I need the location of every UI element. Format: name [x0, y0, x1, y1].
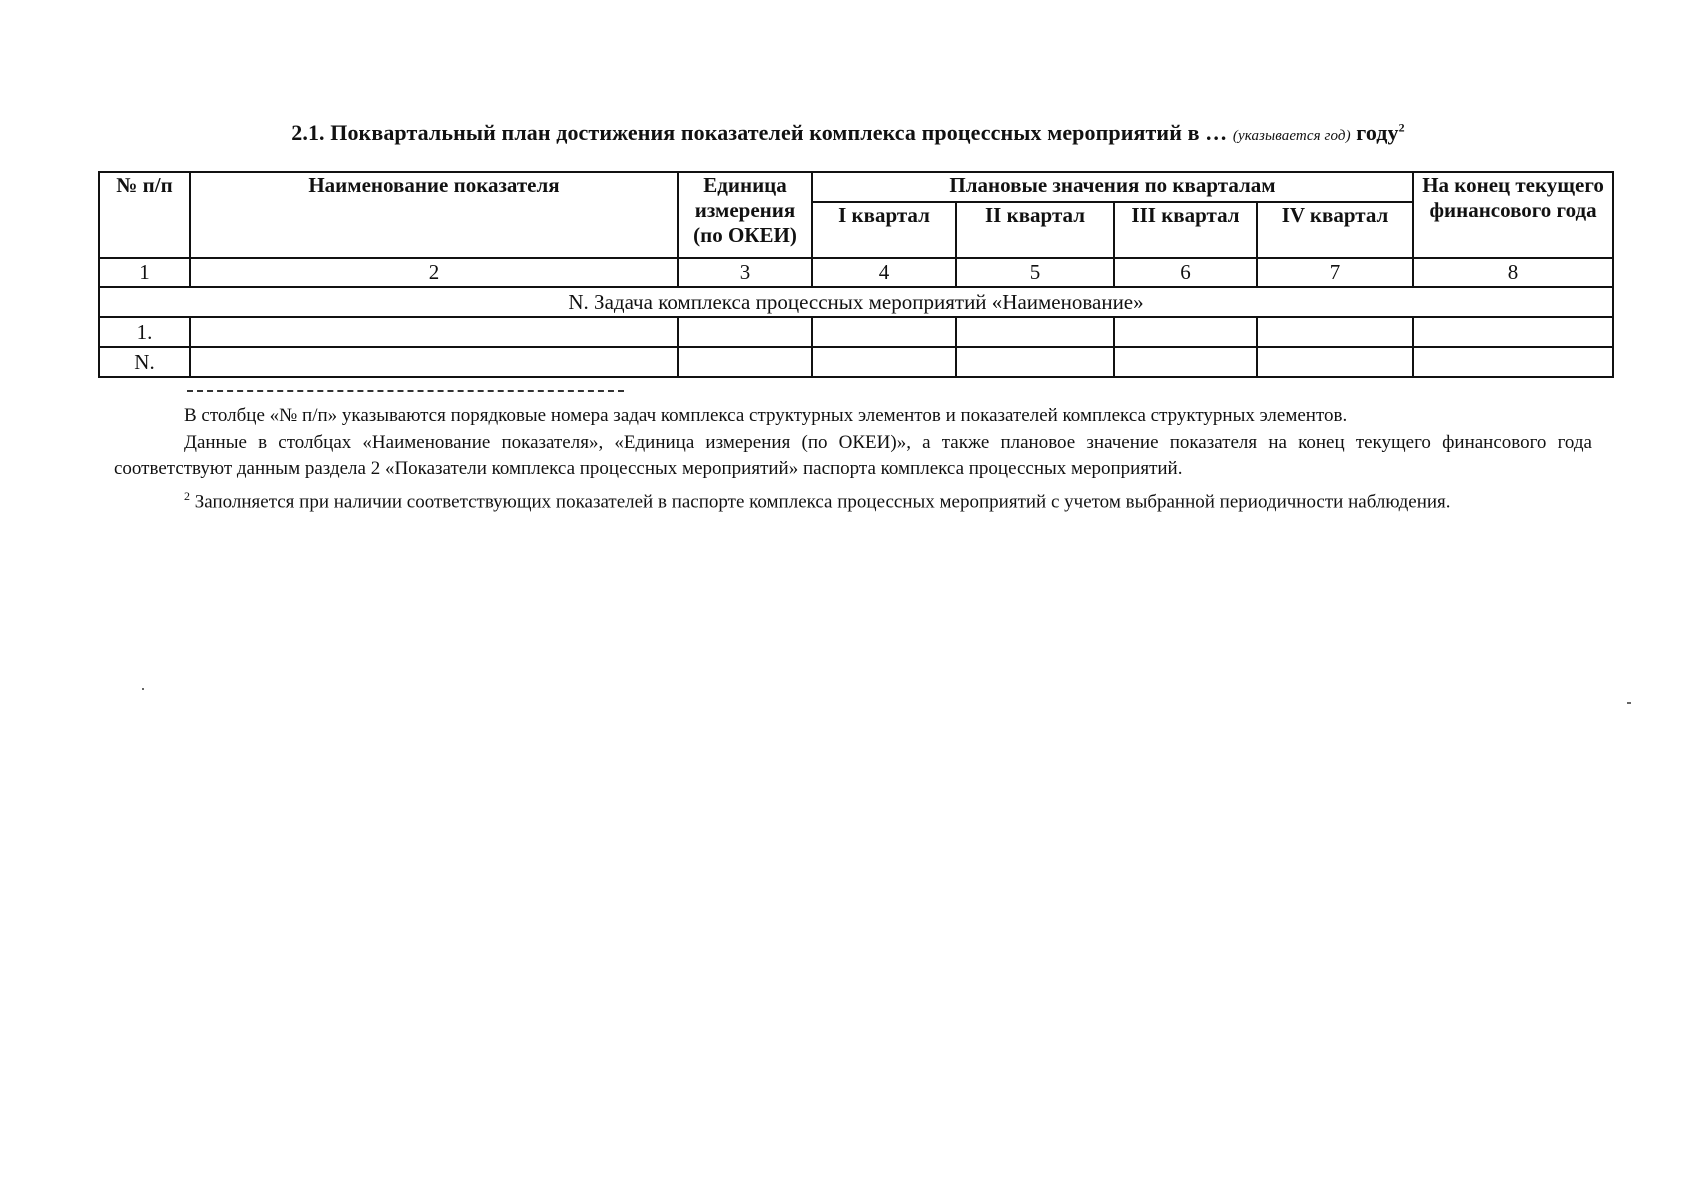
title-note: (указывается год) — [1232, 128, 1351, 144]
table-row — [99, 317, 1613, 347]
header-unit: Единица измерения (по ОКЕИ) — [678, 172, 812, 258]
row-cell — [190, 347, 678, 377]
row-cell — [812, 347, 956, 377]
row-cell — [1114, 317, 1257, 347]
title-footnote-mark: 2 — [1398, 120, 1405, 135]
plan-table — [98, 171, 1614, 378]
column-number-1: 1 — [99, 258, 190, 287]
header-q4: IV квартал — [1257, 202, 1413, 258]
footnote-text: Заполняется при наличии соответствующих показателей в паспорте комплекса процессных мероприятий с учетом выбранной периодичности наблюдения. — [190, 490, 1451, 512]
row-cell — [956, 347, 1114, 377]
header-name: Наименование показателя — [190, 172, 678, 258]
row-cell — [1413, 317, 1613, 347]
row-cell — [678, 317, 812, 347]
task-row — [99, 287, 1613, 317]
footnote-mark: 2 — [184, 488, 190, 503]
header-q3: III квартал — [1114, 202, 1257, 258]
scan-speck — [1627, 702, 1631, 704]
column-number-row — [99, 258, 1613, 287]
column-number-7: 7 — [1257, 258, 1413, 287]
footnote-separator — [187, 390, 624, 392]
header-planned-group: Плановые значения по кварталам — [812, 172, 1413, 202]
column-number-6: 6 — [1114, 258, 1257, 287]
row-cell — [956, 317, 1114, 347]
row-cell — [1257, 317, 1413, 347]
header-row-1 — [99, 172, 1613, 202]
row-cell — [812, 317, 956, 347]
task-row-label: N. Задача комплекса процессных мероприятий «Наименование» — [99, 287, 1613, 317]
row-cell — [678, 347, 812, 377]
title-text: 2.1. Поквартальный план достижения показателей комплекса процессных мероприятий в … — [291, 120, 1228, 145]
header-num: № п/п — [99, 172, 190, 258]
row-cell — [190, 317, 678, 347]
note-paragraph-3 — [114, 483, 1592, 516]
row-cell — [1257, 347, 1413, 377]
header-year-end: На конец текущего финансового года — [1413, 172, 1613, 258]
row-num: 1. — [99, 317, 190, 347]
column-number-8: 8 — [1413, 258, 1613, 287]
row-cell — [1413, 347, 1613, 377]
column-number-3: 3 — [678, 258, 812, 287]
header-q1: I квартал — [812, 202, 956, 258]
footnotes — [114, 403, 1592, 515]
title-suffix: году — [1356, 120, 1399, 145]
table-row — [99, 347, 1613, 377]
header-q2: II квартал — [956, 202, 1114, 258]
row-cell — [1114, 347, 1257, 377]
column-number-2: 2 — [190, 258, 678, 287]
note-paragraph-2: Данные в столбцах «Наименование показателя», «Единица измерения (по ОКЕИ)», а также плановое значение показателя на конец текущего финансового года соответствуют данным раздела 2 «Показатели комплекса процессных мероприятий» паспорта комплекса процессных мероприятий. — [114, 431, 1592, 479]
row-num: N. — [99, 347, 190, 377]
page-title — [0, 120, 1696, 146]
note-paragraph-1: В столбце «№ п/п» указываются порядковые номера задач комплекса структурных элементов и показателей комплекса структурных элементов. — [184, 405, 1348, 426]
column-number-5: 5 — [956, 258, 1114, 287]
column-number-4: 4 — [812, 258, 956, 287]
scan-speck — [142, 688, 144, 690]
